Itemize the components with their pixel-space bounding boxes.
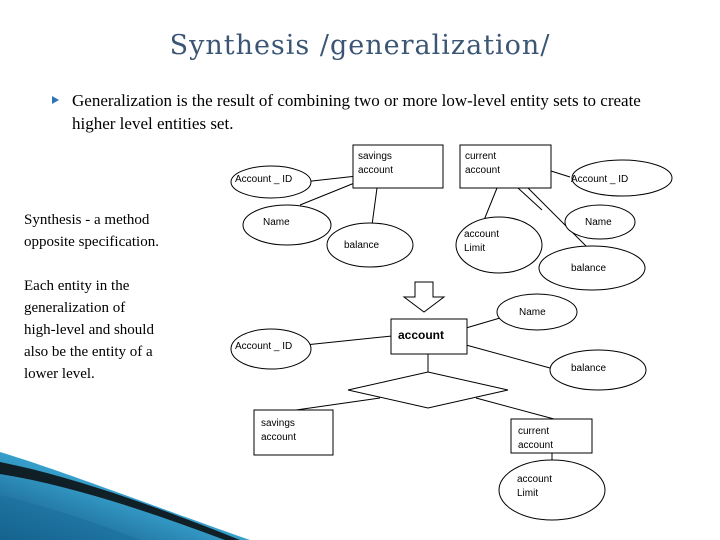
side-line: generalization of	[24, 300, 126, 316]
bottom-savings-line1: savings	[261, 418, 295, 429]
bullet-text: Generalization is the result of combining two or more low-level entity sets to create higher level entities set.	[72, 91, 641, 133]
bottom-account-id-label: Account _ ID	[235, 341, 293, 352]
top-right-balance-label: balance	[571, 263, 607, 274]
bottom-savings-line2: account	[261, 432, 297, 443]
top-account-limit-line2: Limit	[464, 243, 486, 254]
down-arrow-icon	[404, 282, 444, 312]
top-savings-line1: savings	[358, 151, 392, 162]
bottom-account-limit-line1: account	[517, 474, 553, 485]
bottom-account-limit-attribute	[499, 460, 605, 520]
top-current-line1: current	[465, 151, 497, 162]
side-line: also be the entity of a	[24, 344, 153, 360]
top-left-balance-label: balance	[344, 240, 380, 251]
bottom-account-label: account	[398, 328, 445, 342]
bottom-name-label: Name	[519, 307, 546, 318]
bottom-account-limit-line2: Limit	[517, 488, 539, 499]
top-account-limit-line1: account	[464, 229, 500, 240]
side-line: opposite specification.	[24, 234, 159, 250]
isa-relationship-diamond	[348, 372, 508, 408]
bottom-balance-label: balance	[571, 363, 607, 374]
top-savings-line2: account	[358, 165, 394, 176]
side-line: Synthesis - a method	[24, 212, 150, 228]
top-right-name-label: Name	[585, 217, 612, 228]
top-right-account-id-label: Account _ ID	[571, 174, 629, 185]
top-left-name-label: Name	[263, 217, 290, 228]
side-line: high-level and should	[24, 322, 154, 338]
bottom-current-line2: account	[518, 440, 554, 451]
slide-title: Synthesis /generalization/	[169, 30, 551, 61]
top-left-account-id-label: Account _ ID	[235, 174, 293, 185]
side-line: lower level.	[24, 366, 95, 382]
bottom-current-line1: current	[518, 426, 550, 437]
top-current-line2: account	[465, 165, 501, 176]
side-line: Each entity in the	[24, 278, 130, 294]
